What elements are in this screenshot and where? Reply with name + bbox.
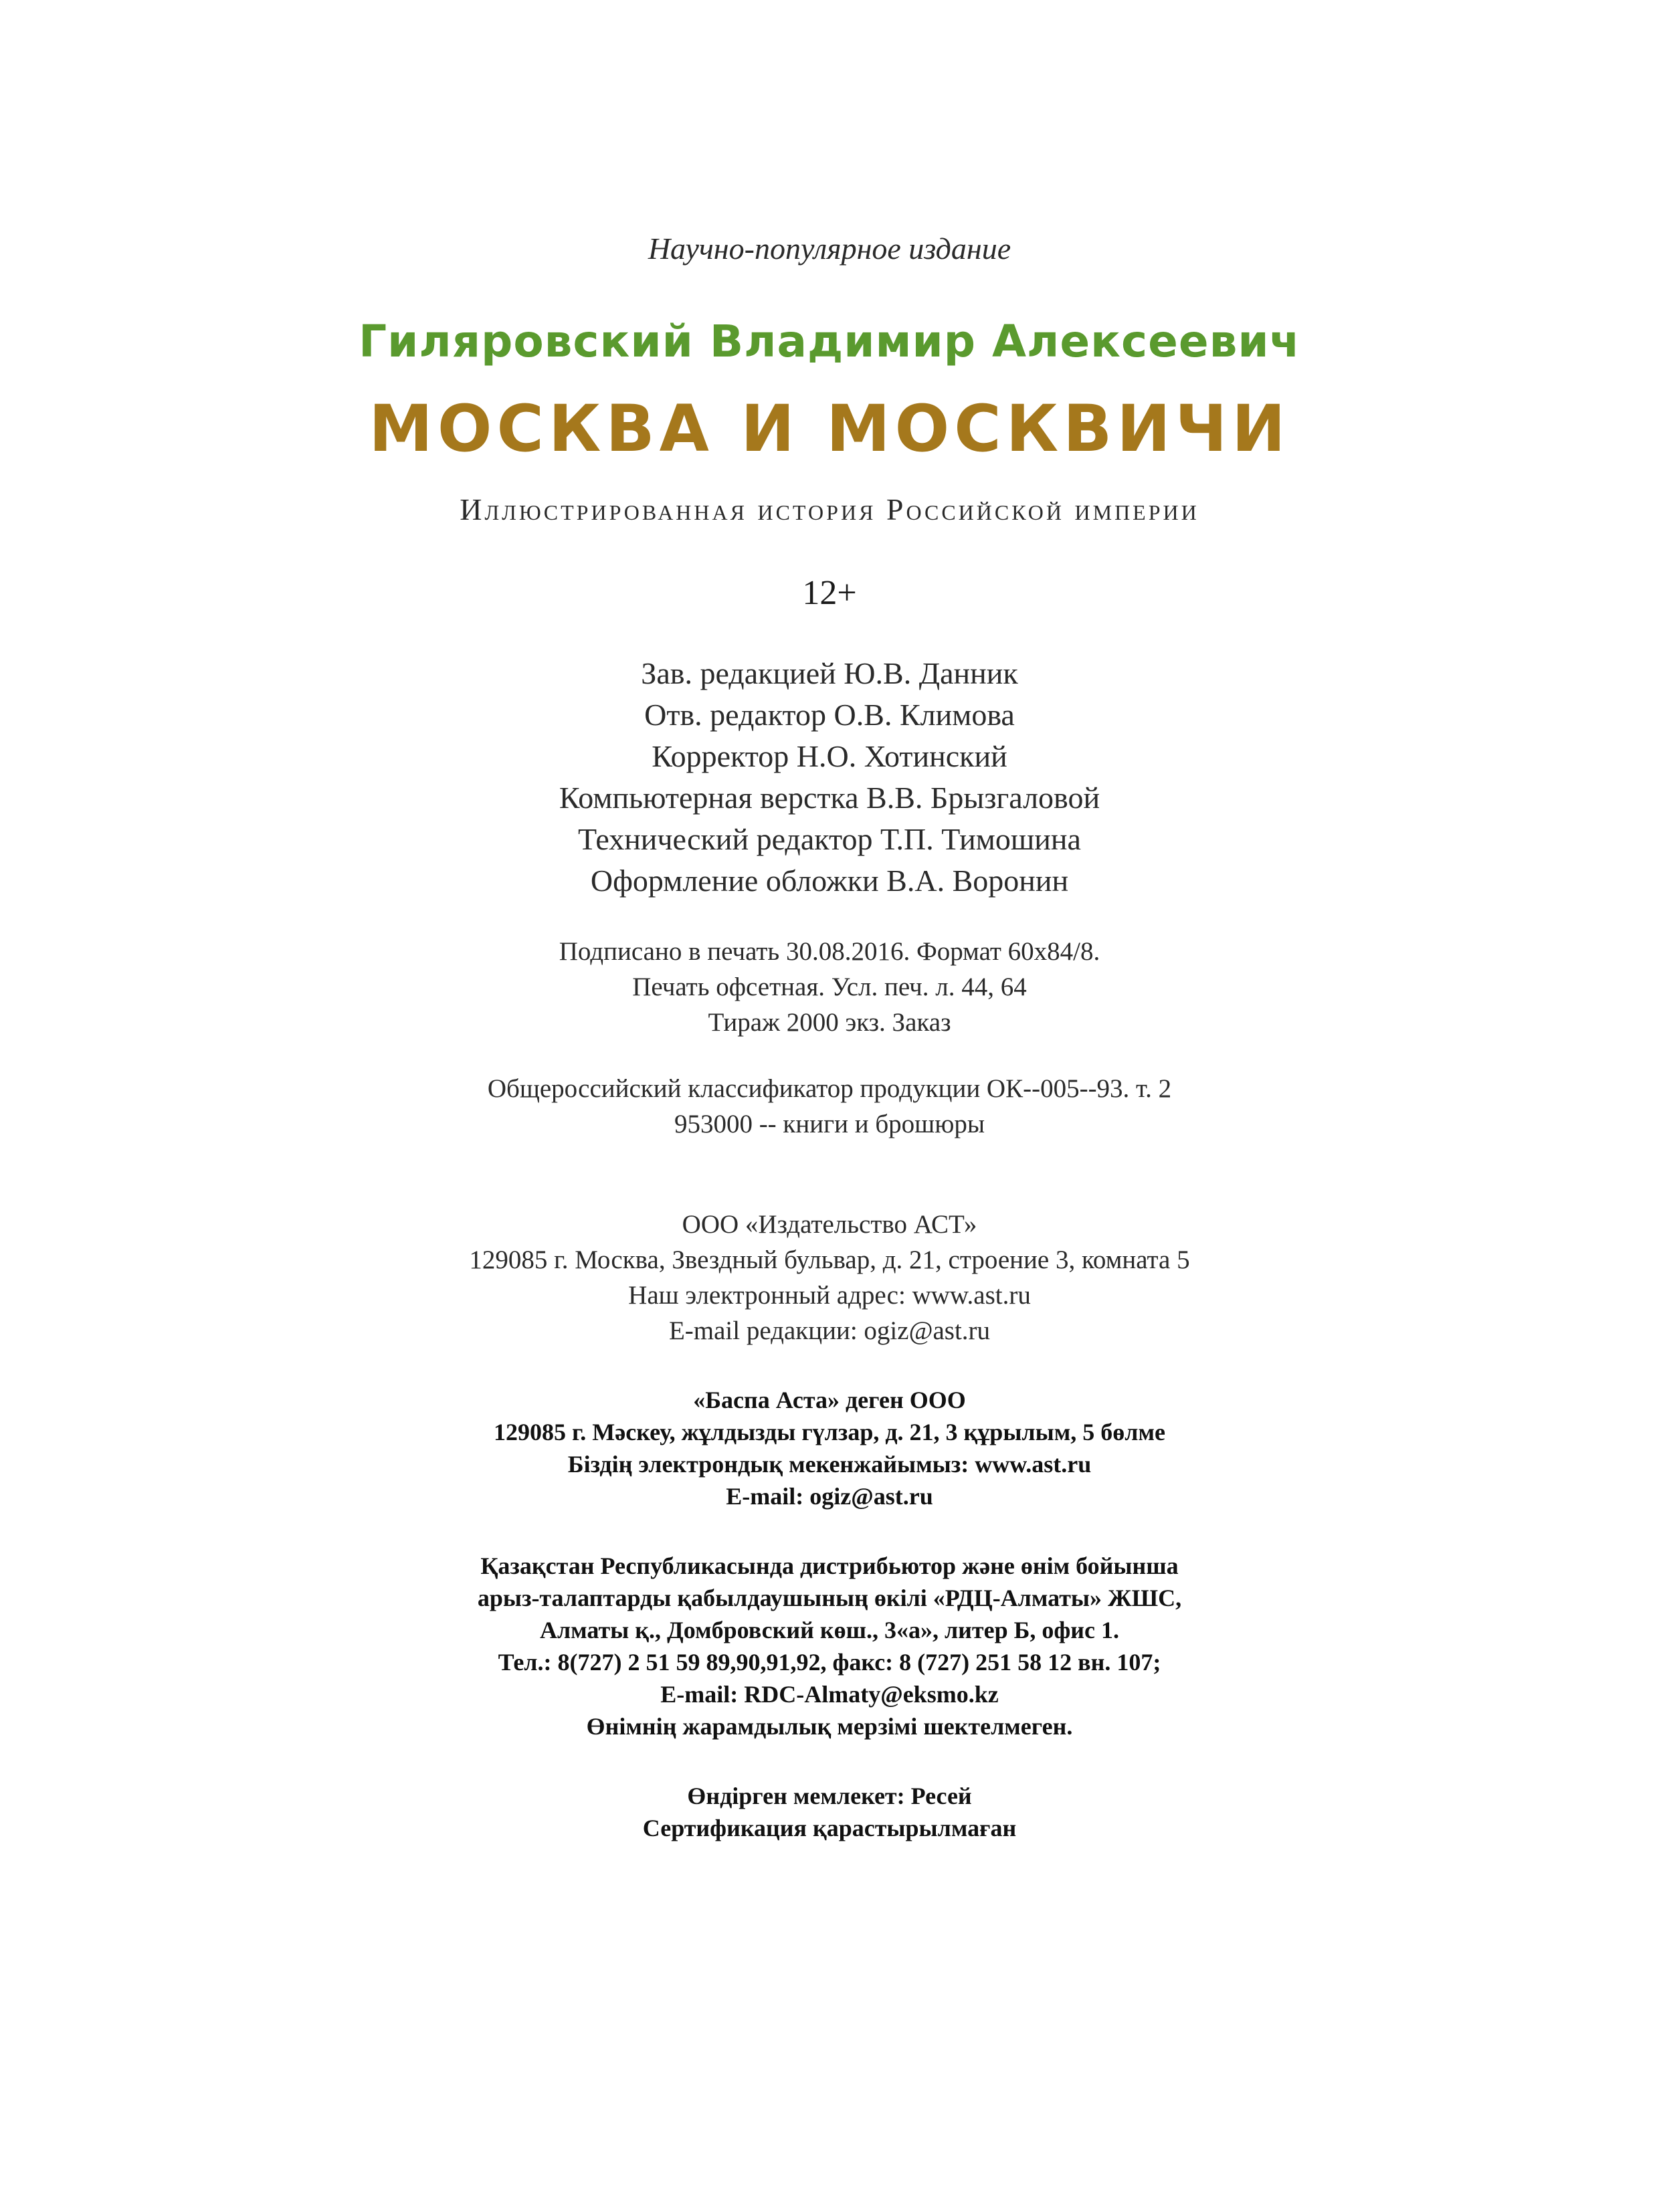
author-name: Гиляровский Владимир Алексеевич [359,316,1300,367]
publisher-ru-line: Наш электронный адрес: www.ast.ru [628,1281,1031,1310]
distributor-kz-line: Алматы қ., Домбровский көш., 3«а», литер Б, офис 1. [539,1617,1120,1643]
publisher-ru-line: ООО «Издательство АСТ» [682,1210,977,1239]
book-title: МОСКВА И МОСКВИЧИ [369,391,1290,466]
print-info-line: Тираж 2000 экз. Заказ [708,1008,951,1037]
publisher-ru-line: 129085 г. Москва, Звездный бульвар, д. 21, строение 3, комната 5 [469,1245,1190,1274]
distributor-kz-line: Тел.: 8(727) 2 51 59 89,90,91,92, факс: 8 (727) 251 58 12 вн. 107; [498,1649,1161,1676]
distributor-kz-line: E-mail: RDC-Almaty@eksmo.kz [660,1681,999,1708]
origin-kz-line: Сертификация қарастырылмаған [642,1815,1017,1841]
age-rating: 12+ [802,574,857,612]
staff-line: Компьютерная верстка В.В. Брызгаловой [559,781,1100,815]
publisher-kz-line: Біздің электрондық мекенжайымыз: www.ast.ru [567,1451,1092,1478]
distributor-kz-line: Өнімнің жарамдылық мерзімі шектелмеген. [586,1713,1073,1740]
staff-line: Корректор Н.О. Хотинский [652,739,1007,773]
distributor-kz-line: арыз-талаптарды қабылдаушының өкілі «РДЦ-Алматы» ЖШС, [477,1585,1182,1611]
staff-line: Зав. редакцией Ю.В. Данник [641,656,1018,690]
publisher-kz-line: «Баспа Аста» деген ООО [693,1387,966,1413]
print-info-line: Подписано в печать 30.08.2016. Формат 60х84/8. [559,937,1100,966]
print-info-line: Печать офсетная. Усл. печ. л. 44, 64 [632,973,1027,1001]
classifier-line: 953000 -- книги и брошюры [674,1110,985,1138]
series-name: Иллюстрированная история Российской империи [460,492,1199,526]
publisher-ru-line: E-mail редакции: ogiz@ast.ru [668,1316,991,1345]
staff-line: Оформление обложки В.А. Воронин [590,864,1069,898]
classifier-line: Общероссийский классификатор продукции ОК--005--93. т. 2 [487,1074,1172,1103]
genre-label: Научно-популярное издание [648,231,1011,266]
publisher-kz-line: 129085 г. Мәскеу, жұлдызды гүлзар, д. 21, 3 құрылым, 5 бөлме [494,1419,1165,1445]
origin-kz-line: Өндірген мемлекет: Ресей [687,1783,972,1809]
staff-line: Отв. редактор О.В. Климова [644,698,1015,732]
staff-line: Технический редактор Т.П. Тимошина [578,822,1081,856]
publisher-kz-line: E-mail: ogiz@ast.ru [726,1483,933,1510]
distributor-kz-line: Қазақстан Республикасында дистрибьютор және өнім бойынша [480,1552,1179,1579]
